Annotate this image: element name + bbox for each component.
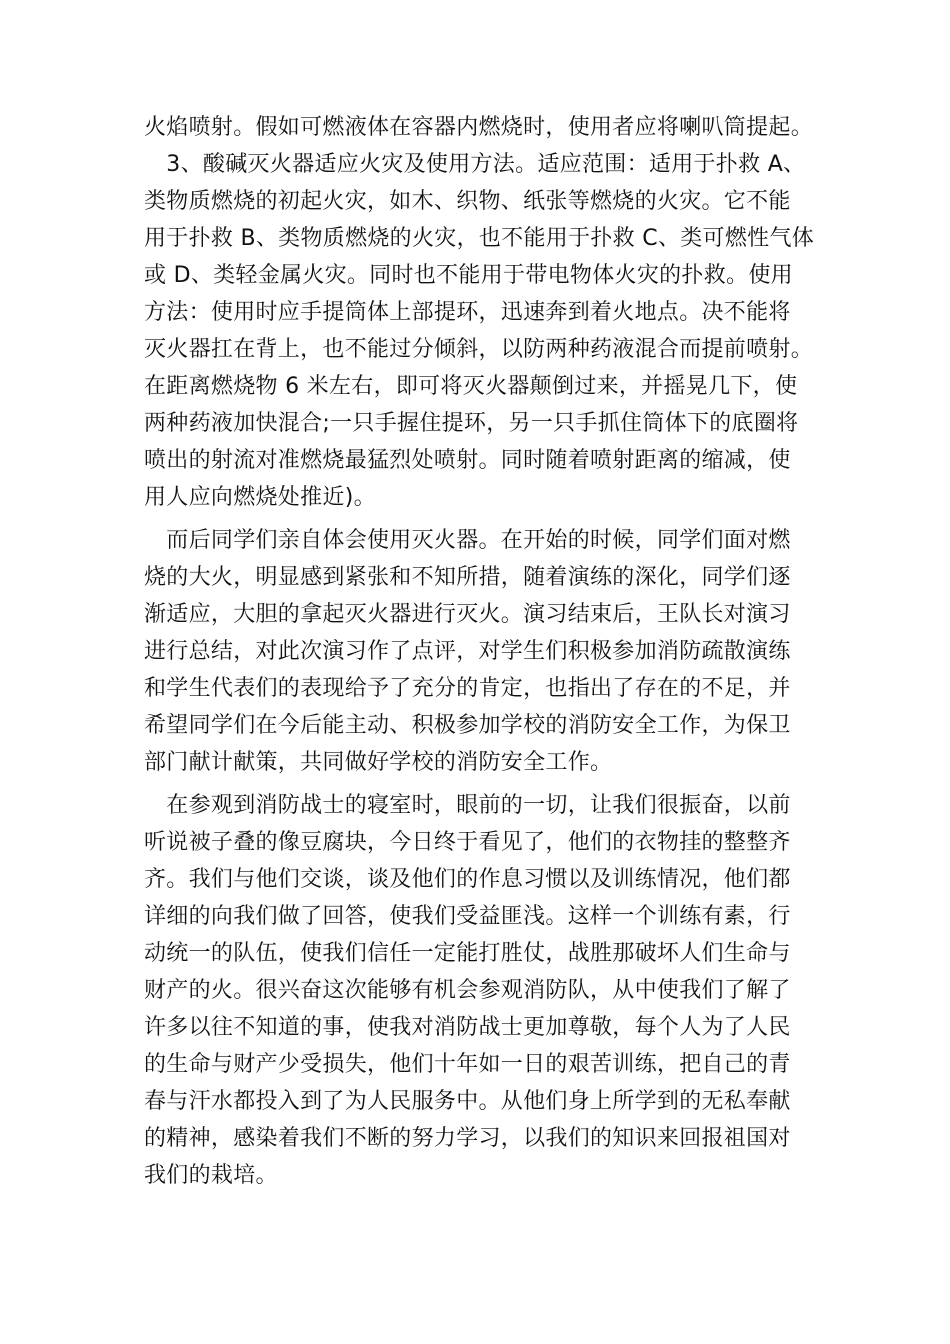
paragraph	[144, 146, 815, 516]
text-line: 听说被子叠的像豆腐块，今日终于看见了，他们的衣物挂的整整齐	[144, 830, 791, 855]
text-line: 进行总结，对此次演习作了点评，对学生们积极参加消防疏散演练	[144, 639, 791, 664]
text-line: 类物质燃烧的初起火灾，如木、织物、纸张等燃烧的火灾。它不能	[144, 189, 791, 214]
text-line: 或 D、类轻金属火灾。同时也不能用于带电物体火灾的扑救。使用	[144, 263, 793, 288]
text-line: 希望同学们在今后能主动、积极参加学校的消防安全工作，为保卫	[144, 713, 791, 738]
text-line: 喷出的射流对准燃烧最猛烈处喷射。同时随着喷射距离的缩减，使	[144, 448, 791, 473]
text-line: 在距离燃烧物 6 米左右，即可将灭火器颠倒过来，并摇晃几下，使	[144, 374, 798, 399]
text-line: 财产的火。很兴奋这次能够有机会参观消防队，从中使我们了解了	[144, 978, 791, 1003]
text-line: 部门献计献策，共同做好学校的消防安全工作。	[144, 750, 613, 775]
paragraph	[144, 109, 814, 146]
text-line: 渐适应，大胆的拿起灭火器进行灭火。演习结束后，王队长对演习	[144, 602, 791, 627]
text-line: 齐。我们与他们交谈，谈及他们的作息习惯以及训练情况，他们都	[144, 867, 791, 892]
text-line: 许多以往不知道的事，使我对消防战士更加尊敬，每个人为了人民	[144, 1015, 791, 1040]
text-line: 动统一的队伍，使我们信任一定能打胜仗，战胜那破坏人们生命与	[144, 941, 791, 966]
text-line: 在参观到消防战士的寝室时，眼前的一切，让我们很振奋，以前	[144, 793, 791, 818]
document-body	[144, 109, 815, 1194]
paragraph	[144, 787, 808, 1194]
text-line: 烧的大火，明显感到紧张和不知所措，随着演练的深化，同学们逐	[144, 565, 791, 590]
text-line: 火焰喷射。假如可燃液体在容器内燃烧时，使用者应将喇叭筒提起。	[144, 115, 814, 140]
text-line: 灭火器扛在背上，也不能过分倾斜，以防两种药液混合而提前喷射。	[144, 337, 814, 362]
paragraph	[144, 522, 808, 781]
text-line: 和学生代表们的表现给予了充分的肯定，也指出了存在的不足，并	[144, 676, 791, 701]
text-line: 详细的向我们做了回答，使我们受益匪浅。这样一个训练有素，行	[144, 904, 791, 929]
text-line: 方法：使用时应手提筒体上部提环，迅速奔到着火地点。决不能将	[144, 300, 791, 325]
text-line: 的精神，感染着我们不断的努力学习，以我们的知识来回报祖国对	[144, 1126, 791, 1151]
text-line: 我们的栽培。	[144, 1163, 278, 1188]
text-line: 两种药液加快混合;一只手握住提环，另一只手抓住筒体下的底圈将	[144, 411, 799, 436]
text-line: 春与汗水都投入到了为人民服务中。从他们身上所学到的无私奉献	[144, 1089, 791, 1114]
text-line: 3、酸碱灭火器适应火灾及使用方法。适应范围：适用于扑救 A、	[144, 152, 806, 177]
text-line: 用人应向燃烧处推近)。	[144, 485, 376, 510]
text-line: 用于扑救 B、类物质燃烧的火灾，也不能用于扑救 C、类可燃性气体	[144, 226, 815, 251]
text-line: 的生命与财产少受损失，他们十年如一日的艰苦训练，把自己的青	[144, 1052, 791, 1077]
text-line: 而后同学们亲自体会使用灭火器。在开始的时候，同学们面对燃	[144, 528, 791, 553]
